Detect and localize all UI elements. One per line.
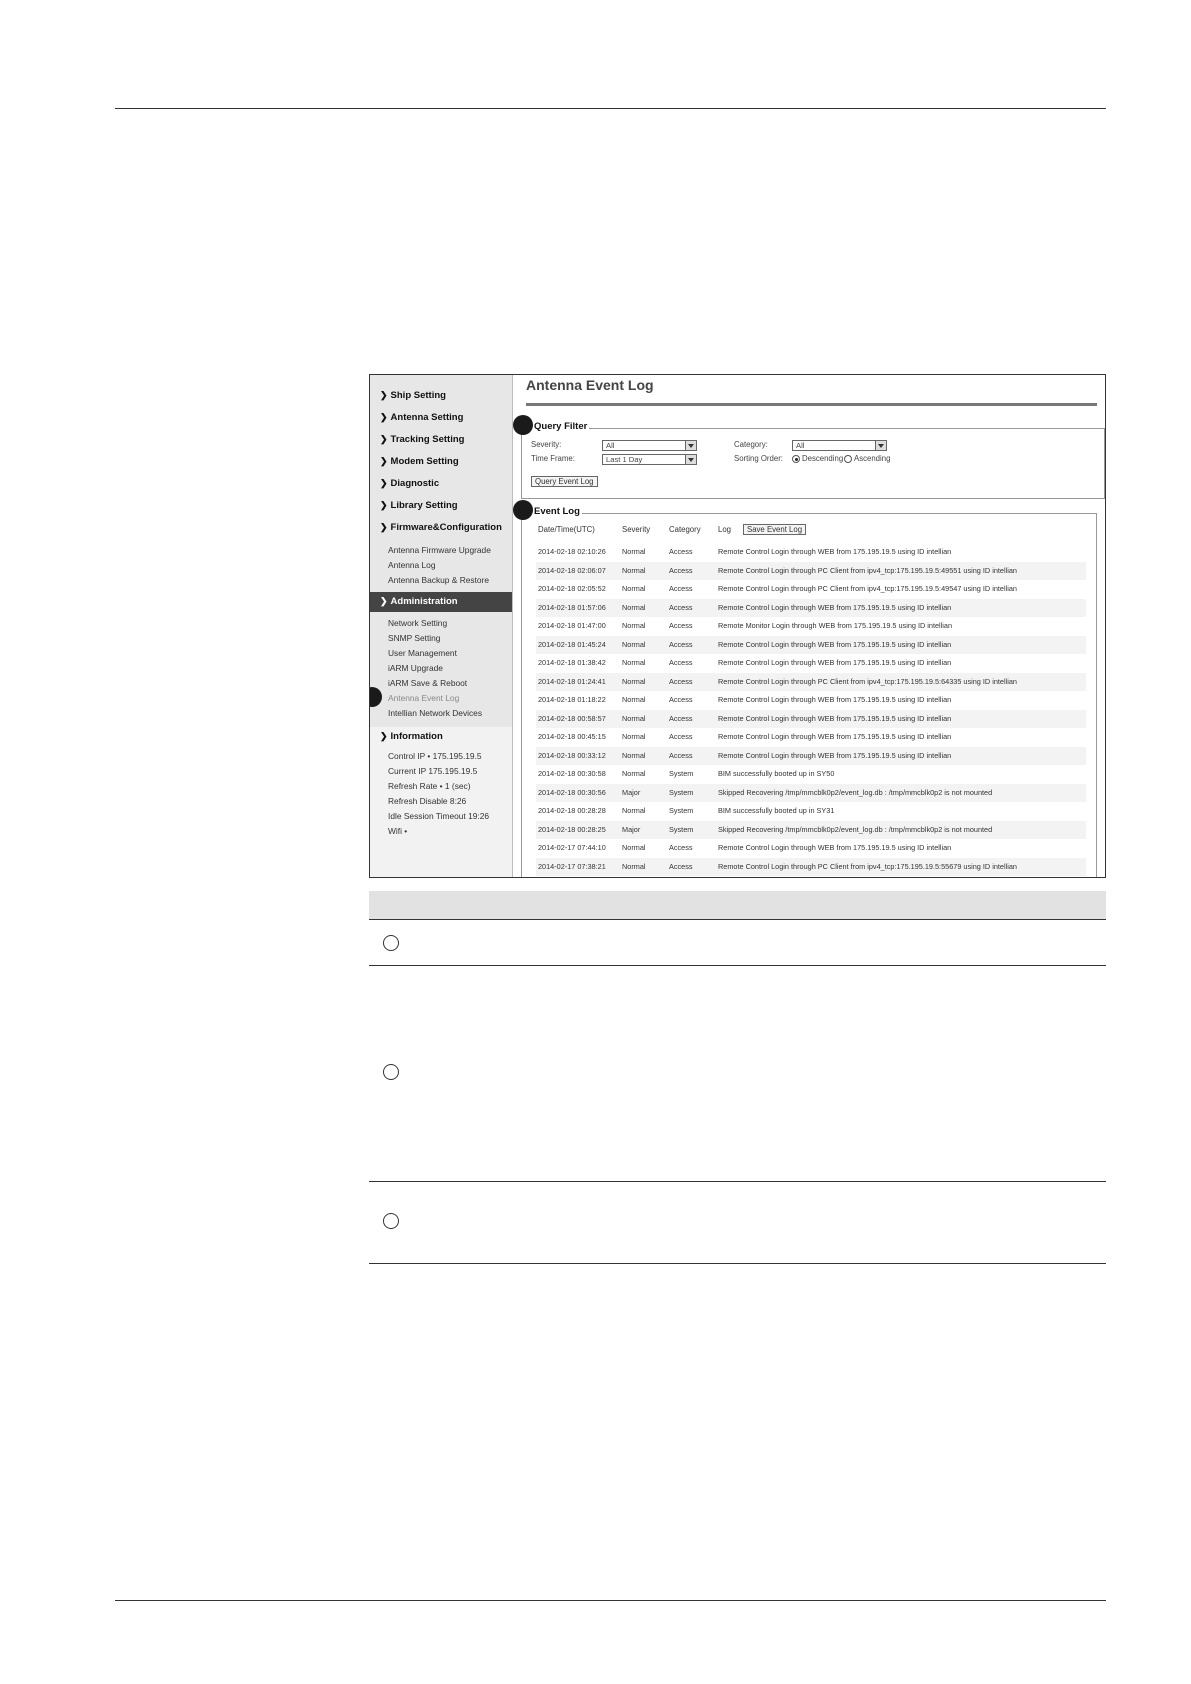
table-row xyxy=(536,673,1086,691)
descending-radio[interactable] xyxy=(792,455,800,463)
log-cell-severity: Normal xyxy=(622,843,646,852)
column-header-datetime: Date/Time(UTC) xyxy=(538,525,595,534)
sidebar-subitem-user-management[interactable]: User Management xyxy=(388,648,457,658)
log-cell-category: Access xyxy=(669,843,693,852)
column-header-log: Log xyxy=(718,525,732,534)
log-cell-severity: Normal xyxy=(622,547,646,556)
log-cell-message: Remote Control Login through WEB from 175.195.19.5 using ID intellian xyxy=(718,732,952,741)
save-event-log-button[interactable]: Save Event Log xyxy=(743,524,806,535)
log-cell-category: Access xyxy=(669,547,693,556)
query-event-log-button[interactable]: Query Event Log xyxy=(531,476,598,487)
sidebar xyxy=(370,375,513,877)
log-cell-category: Access xyxy=(669,750,693,760)
event-log-group xyxy=(521,506,1097,878)
log-cell-category: Access xyxy=(669,621,693,630)
table-row xyxy=(536,562,1086,580)
log-cell-message: Remote Control Login through PC Client from ipv4_tcp:175.195.19.5:49551 using ID intellian xyxy=(718,565,1017,575)
log-cell-datetime: 2014-02-18 01:57:06 xyxy=(538,602,606,612)
callout-marker-2 xyxy=(513,500,533,520)
table-row xyxy=(536,747,1086,765)
log-cell-severity: Normal xyxy=(622,695,646,704)
log-cell-datetime: 2014-02-18 01:45:24 xyxy=(538,639,606,649)
log-cell-datetime: 2014-02-18 00:28:28 xyxy=(538,806,606,815)
sidebar-subitem-snmp-setting[interactable]: SNMP Setting xyxy=(388,633,441,643)
sidebar-subitem-iarm-save-reboot[interactable]: iARM Save & Reboot xyxy=(388,678,468,688)
chevron-right-icon: ❯ xyxy=(380,434,388,444)
ascending-label: Ascending xyxy=(854,454,891,463)
sidebar-item-administration[interactable]: ❯ Administration xyxy=(370,592,512,612)
log-cell-category: Access xyxy=(669,861,693,871)
log-cell-severity: Normal xyxy=(622,565,646,575)
sidebar-item-ship-setting[interactable]: ❯ Ship Setting xyxy=(380,390,446,401)
log-cell-datetime: 2014-02-18 00:28:25 xyxy=(538,824,606,834)
log-cell-message: Skipped Recovering /tmp/mmcblk0p2/event_log.db : /tmp/mmcblk0p2 is not mounted xyxy=(718,824,993,834)
sidebar-item-tracking-setting[interactable]: ❯ Tracking Setting xyxy=(380,434,465,445)
log-cell-datetime: 2014-02-17 07:38:21 xyxy=(538,861,606,871)
footer-rule xyxy=(115,1600,1106,1601)
log-cell-datetime: 2014-02-17 07:44:10 xyxy=(538,843,606,852)
log-cell-severity: Normal xyxy=(622,584,646,593)
log-cell-datetime: 2014-02-18 01:47:00 xyxy=(538,621,606,630)
chevron-right-icon: ❯ xyxy=(380,390,388,400)
log-cell-message: Remote Control Login through WEB from 175.195.19.5 using ID intellian xyxy=(718,547,952,556)
log-cell-message: Remote Control Login through PC Client from ipv4_tcp:175.195.19.5:49547 using ID intellian xyxy=(718,584,1017,593)
log-cell-message: BIM successfully booted up in SY31 xyxy=(718,806,835,815)
category-label: Category: xyxy=(734,440,768,449)
severity-label: Severity: xyxy=(531,440,562,449)
table-row xyxy=(536,839,1086,857)
log-cell-category: Access xyxy=(669,602,693,612)
table-rule xyxy=(369,965,1106,966)
info-panel xyxy=(370,727,512,878)
table-row xyxy=(536,821,1086,839)
info-wifi: Wifi • xyxy=(388,826,408,836)
sidebar-subitem-antenna-log[interactable]: Antenna Log xyxy=(388,560,436,570)
table-row xyxy=(536,858,1086,876)
log-cell-category: Access xyxy=(669,676,693,686)
log-cell-category: System xyxy=(669,769,694,778)
page-title: Antenna Event Log xyxy=(526,377,654,393)
log-cell-datetime: 2014-02-18 00:30:58 xyxy=(538,769,606,778)
log-cell-category: Access xyxy=(669,639,693,649)
event-log-title: Event Log xyxy=(534,506,580,517)
log-cell-severity: Normal xyxy=(622,861,646,871)
severity-select[interactable]: All xyxy=(602,440,697,451)
log-cell-severity: Normal xyxy=(622,676,646,686)
column-header-severity: Severity xyxy=(622,525,651,534)
log-cell-message: Remote Control Login through WEB from 175.195.19.5 using ID intellian xyxy=(718,695,952,704)
info-idle-session-timeout: Idle Session Timeout 19:26 xyxy=(388,811,490,821)
table-row xyxy=(536,728,1086,746)
log-cell-category: System xyxy=(669,806,694,815)
query-filter-title: Query Filter xyxy=(534,421,588,432)
log-cell-message: Remote Control Login through WEB from 175.195.19.5 using ID intellian xyxy=(718,602,952,612)
log-cell-datetime: 2014-02-18 02:05:52 xyxy=(538,584,606,593)
log-cell-severity: Normal xyxy=(622,658,646,667)
log-cell-message: Skipped Recovering /tmp/mmcblk0p2/event_log.db : /tmp/mmcblk0p2 is not mounted xyxy=(718,787,993,797)
log-cell-severity: Normal xyxy=(622,602,646,612)
log-cell-message: BIM successfully booted up in SY50 xyxy=(718,769,835,778)
log-cell-datetime: 2014-02-18 00:45:15 xyxy=(538,732,606,741)
sidebar-item-antenna-setting[interactable]: ❯ Antenna Setting xyxy=(380,412,464,423)
log-cell-datetime: 2014-02-18 01:38:42 xyxy=(538,658,606,667)
table-row xyxy=(536,543,1086,561)
chevron-right-icon: ❯ xyxy=(380,456,388,466)
main-content xyxy=(513,375,1105,877)
log-cell-message: Remote Monitor Login through WEB from 175.195.19.5 using ID intellian xyxy=(718,621,953,630)
title-underline xyxy=(526,403,1097,406)
table-row xyxy=(536,691,1086,709)
descending-label: Descending xyxy=(802,454,844,463)
log-cell-category: Access xyxy=(669,695,693,704)
table-row xyxy=(536,802,1086,820)
chevron-right-icon: ❯ xyxy=(380,596,388,606)
log-cell-datetime: 2014-02-18 00:33:12 xyxy=(538,750,606,760)
log-cell-category: System xyxy=(669,787,694,797)
dropdown-arrow-icon xyxy=(875,441,886,450)
sidebar-subitem-firmware-upgrade[interactable]: Antenna Firmware Upgrade xyxy=(388,545,491,555)
ascending-radio[interactable] xyxy=(844,455,852,463)
log-cell-datetime: 2014-02-18 02:06:07 xyxy=(538,565,606,575)
header-rule xyxy=(115,108,1106,109)
log-cell-severity: Normal xyxy=(622,639,646,649)
chevron-right-icon: ❯ xyxy=(380,412,388,422)
log-cell-message: Remote Control Login through PC Client from ipv4_tcp:175.195.19.5:64335 using ID intellian xyxy=(718,676,1017,686)
log-cell-category: System xyxy=(669,824,694,834)
column-header-category: Category xyxy=(669,525,701,534)
sidebar-subitem-iarm-upgrade[interactable]: iARM Upgrade xyxy=(388,663,443,673)
table-row xyxy=(536,710,1086,728)
log-cell-datetime: 2014-02-18 00:30:56 xyxy=(538,787,606,797)
log-cell-severity: Normal xyxy=(622,621,646,630)
sidebar-item-information[interactable]: ❯ Information xyxy=(380,731,443,742)
sidebar-subitem-backup-restore[interactable]: Antenna Backup & Restore xyxy=(388,575,490,585)
log-cell-severity: Normal xyxy=(622,713,646,723)
table-row xyxy=(536,654,1086,672)
sidebar-item-modem-setting[interactable]: ❯ Modem Setting xyxy=(380,456,459,467)
sidebar-subitem-intellian-network-devices[interactable]: Intellian Network Devices xyxy=(388,708,483,718)
log-cell-severity: Normal xyxy=(622,769,646,778)
log-cell-category: Access xyxy=(669,584,693,593)
table-row xyxy=(536,784,1086,802)
dropdown-arrow-icon xyxy=(685,441,696,450)
time-frame-label: Time Frame: xyxy=(531,454,575,463)
log-cell-datetime: 2014-02-18 02:10:26 xyxy=(538,547,606,556)
time-frame-select[interactable]: Last 1 Day xyxy=(602,454,697,465)
query-filter-group xyxy=(521,421,1105,499)
table-header-band xyxy=(369,891,1106,919)
info-current-ip: Current IP 175.195.19.5 xyxy=(388,766,478,776)
sorting-order-label: Sorting Order: xyxy=(734,454,783,463)
callout-circle-1 xyxy=(383,935,399,951)
table-rule xyxy=(369,1263,1106,1264)
info-refresh-rate: Refresh Rate • 1 (sec) xyxy=(388,781,471,791)
table-row xyxy=(536,580,1086,598)
log-cell-message: Remote Control Login through WEB from 175.195.19.5 using ID intellian xyxy=(718,843,952,852)
sidebar-item-diagnostic[interactable]: ❯ Diagnostic xyxy=(380,478,440,489)
category-select[interactable]: All xyxy=(792,440,887,451)
table-row xyxy=(536,617,1086,635)
log-cell-severity: Normal xyxy=(622,732,646,741)
table-rule xyxy=(369,919,1106,920)
log-cell-message: Remote Control Login through WEB from 175.195.19.5 using ID intellian xyxy=(718,750,952,760)
chevron-right-icon: ❯ xyxy=(380,731,388,741)
log-cell-category: Access xyxy=(669,732,693,741)
sidebar-item-library-setting[interactable]: ❯ Library Setting xyxy=(380,500,458,511)
log-cell-datetime: 2014-02-18 01:24:41 xyxy=(538,676,606,686)
table-rule xyxy=(369,1181,1106,1182)
table-row xyxy=(536,636,1086,654)
sidebar-item-firmware-configuration[interactable]: ❯ Firmware&Configuration xyxy=(380,522,502,533)
info-control-ip: Control IP • 175.195.19.5 xyxy=(388,751,482,761)
log-cell-datetime: 2014-02-18 00:58:57 xyxy=(538,713,606,723)
log-cell-category: Access xyxy=(669,713,693,723)
info-refresh-disable: Refresh Disable 8:26 xyxy=(388,796,467,806)
sidebar-subitem-antenna-event-log[interactable]: Antenna Event Log xyxy=(388,693,460,703)
table-row xyxy=(536,599,1086,617)
callout-marker-3 xyxy=(369,687,382,707)
log-cell-datetime: 2014-02-18 01:18:22 xyxy=(538,695,606,704)
table-row xyxy=(536,765,1086,783)
log-cell-message: Remote Control Login through WEB from 175.195.19.5 using ID intellian xyxy=(718,639,952,649)
log-cell-severity: Normal xyxy=(622,806,646,815)
log-cell-severity: Normal xyxy=(622,750,646,760)
log-cell-message: Remote Control Login through WEB from 175.195.19.5 using ID intellian xyxy=(718,658,952,667)
log-cell-category: Access xyxy=(669,565,693,575)
log-cell-severity: Major xyxy=(622,824,641,834)
screenshot-frame xyxy=(369,374,1106,878)
log-cell-message: Remote Control Login through PC Client from ipv4_tcp:175.195.19.5:55679 using ID intellian xyxy=(718,861,1017,871)
sidebar-subitem-network-setting[interactable]: Network Setting xyxy=(388,618,448,628)
log-cell-category: Access xyxy=(669,658,693,667)
chevron-right-icon: ❯ xyxy=(380,500,388,510)
chevron-right-icon: ❯ xyxy=(380,478,388,488)
callout-circle-2 xyxy=(383,1064,399,1080)
log-cell-severity: Major xyxy=(622,787,641,797)
callout-circle-3 xyxy=(383,1213,399,1229)
callout-marker-1 xyxy=(513,415,533,435)
chevron-right-icon: ❯ xyxy=(380,522,388,532)
log-cell-message: Remote Control Login through WEB from 175.195.19.5 using ID intellian xyxy=(718,713,952,723)
dropdown-arrow-icon xyxy=(685,455,696,464)
